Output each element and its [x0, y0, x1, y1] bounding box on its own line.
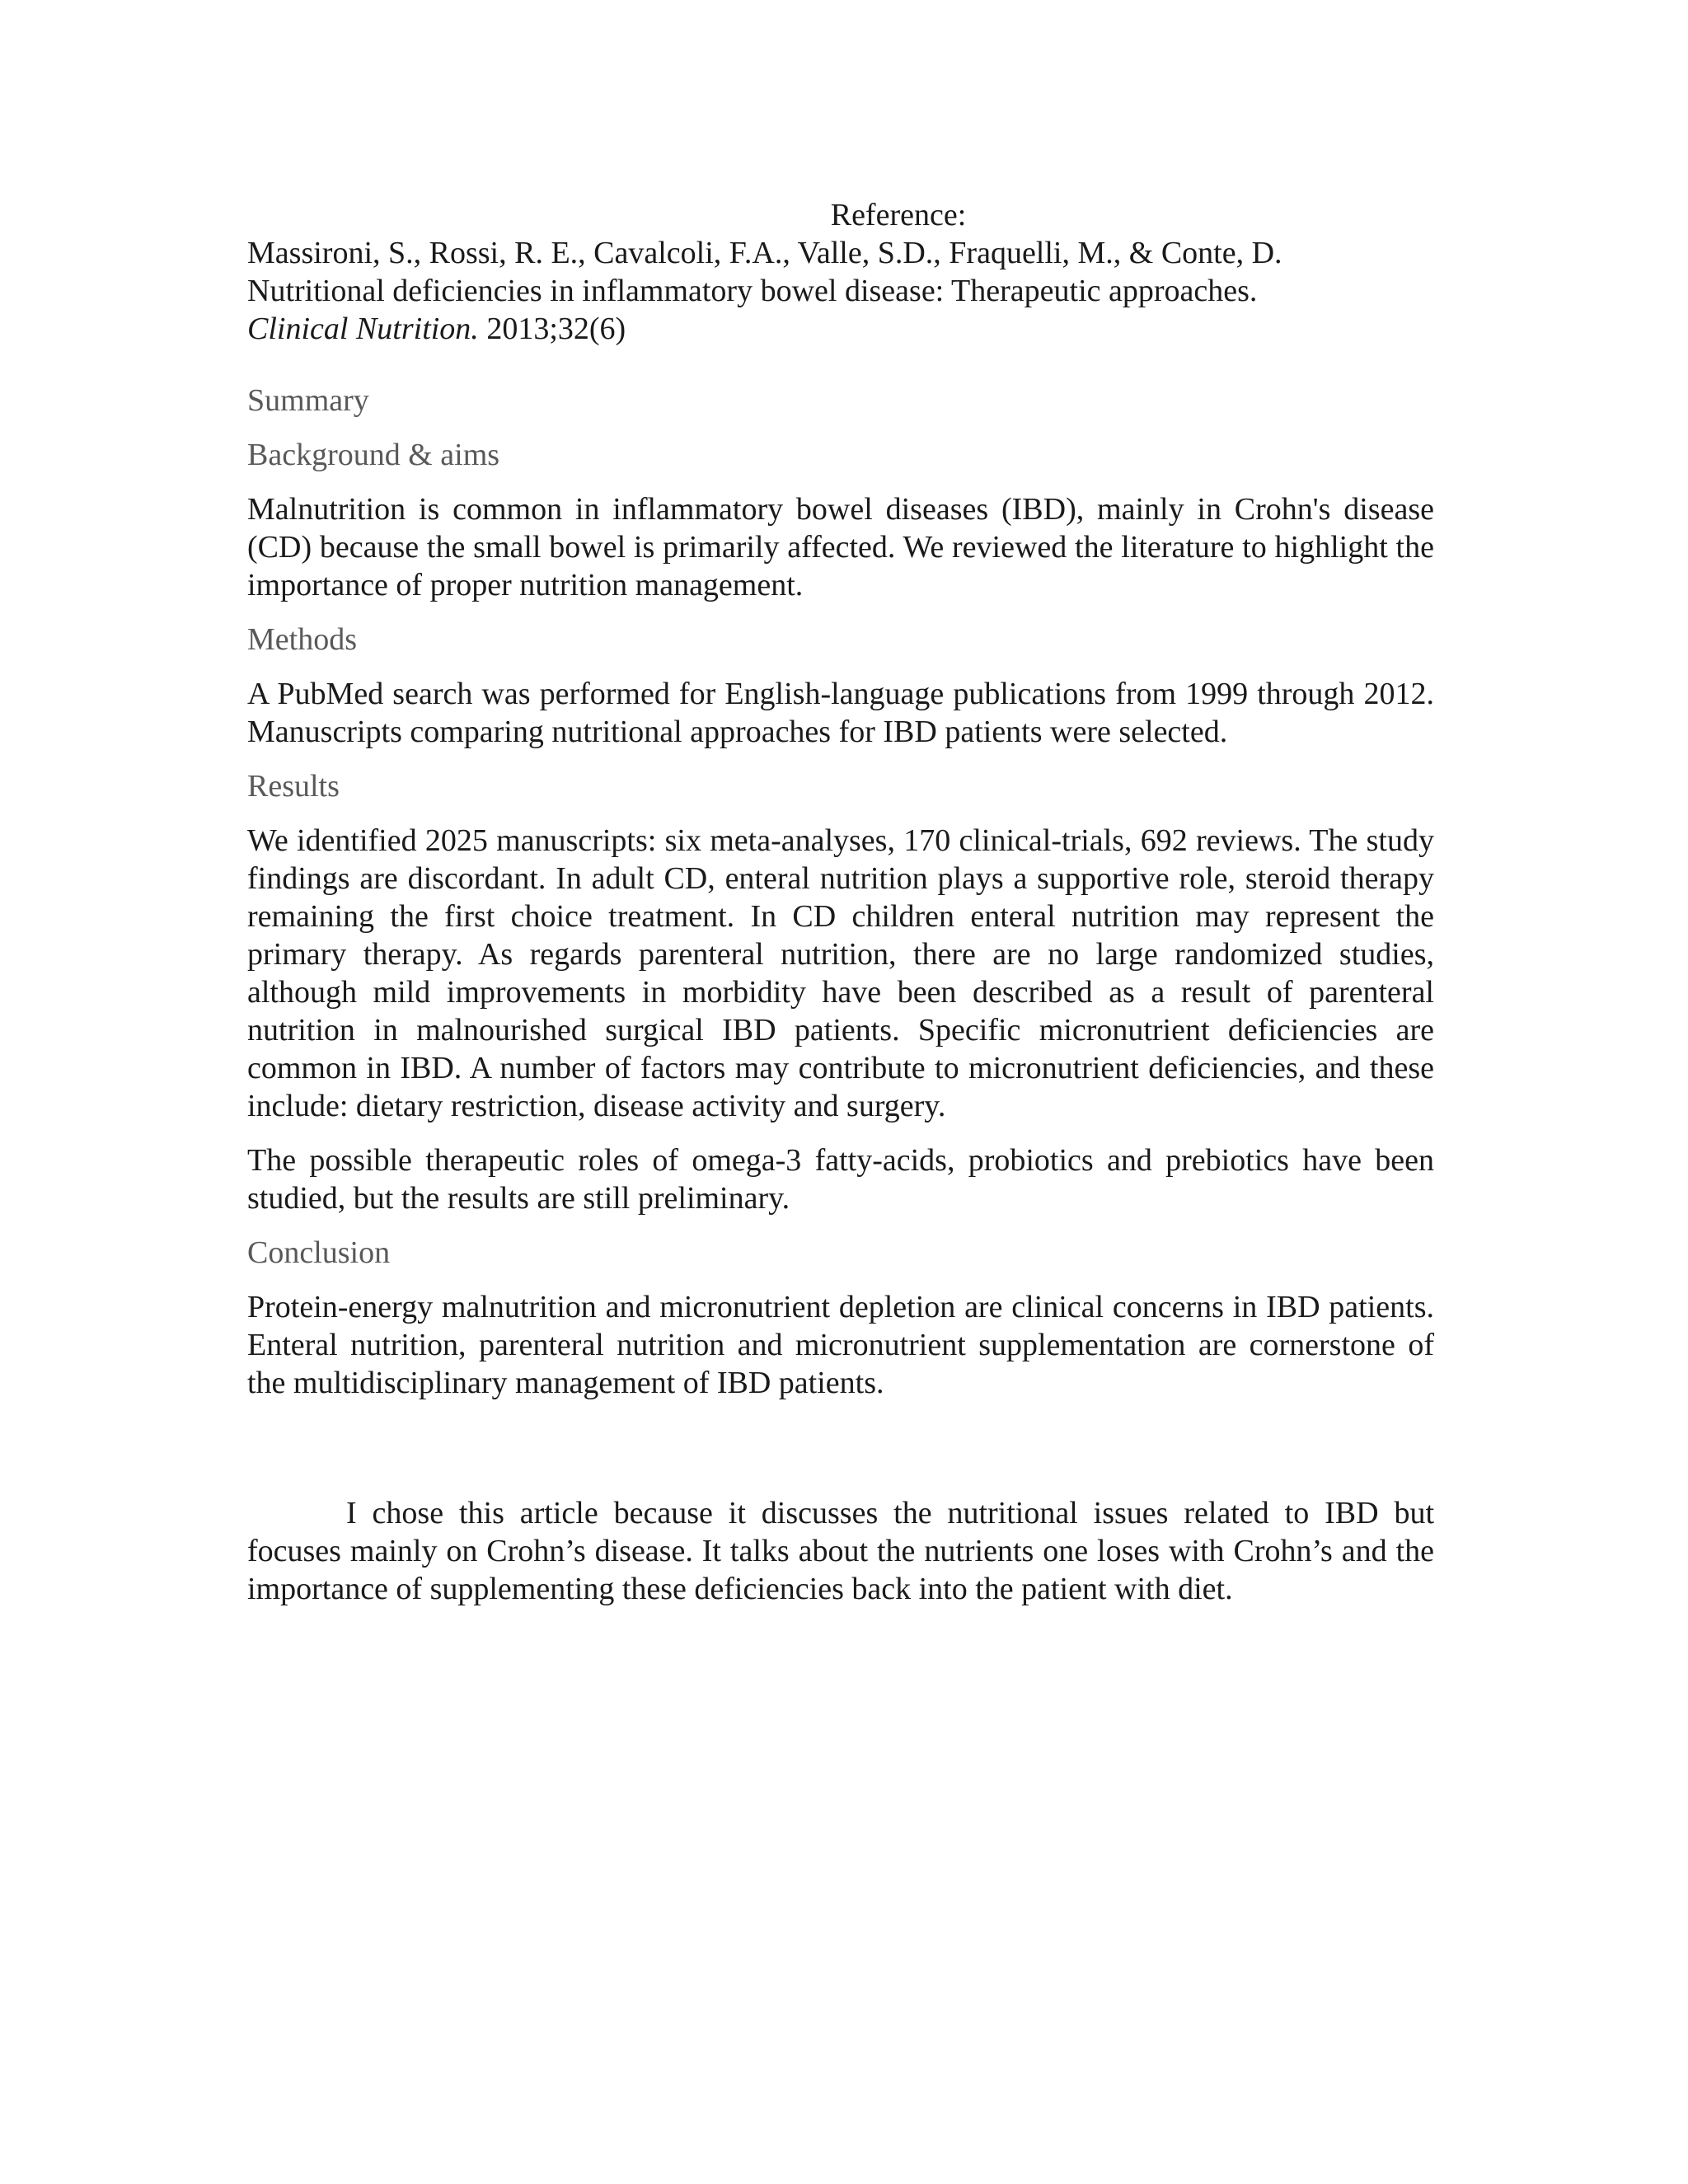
reference-journal-line: [247, 310, 1434, 348]
background-text: Malnutrition is common in inflammatory bowel diseases (IBD), mainly in Crohn's disease (CD) because the small bowel is primarily affected. We reviewed the literature to highlight the importance of proper nutrition management.: [247, 492, 1434, 602]
results-text-2: The possible therapeutic roles of omega-3 fatty-acids, probiotics and prebiotics have been studied, but the results are still preliminary.: [247, 1143, 1434, 1216]
summary-heading: Summary: [247, 383, 369, 418]
conclusion-text: Protein-energy malnutrition and micronutrient depletion are clinical concerns in IBD patients. Enteral nutrition, parenteral nutrition and micronutrient supplementation are cornerstone of the multidisciplinary management of IBD patients.: [247, 1290, 1434, 1400]
reference-heading: Reference:: [830, 198, 967, 232]
reference-title: Nutritional deficiencies in inflammatory bowel disease: Therapeutic approaches.: [247, 274, 1258, 308]
document-page: [247, 196, 1434, 1608]
results-text-1: We identified 2025 manuscripts: six meta-analyses, 170 clinical-trials, 692 reviews. The study findings are discordant. In adult CD, enteral nutrition plays a supportive role, steroid therapy remaining the first choice treatment. In CD children enteral nutrition may represent the primary therapy. As regards parenteral nutrition, there are no large randomized studies, although mild improvements in morbidity have been described as a result of parenteral nutrition in malnourished surgical IBD patients. Specific micronutrient deficiencies are common in IBD. A number of factors may contribute to micronutrient deficiencies, and these include: dietary restriction, disease activity and surgery.: [247, 823, 1434, 1123]
methods-text: A PubMed search was performed for English-language publications from 1999 through 2012. Manuscripts comparing nutritional approaches for IBD patients were selected.: [247, 677, 1434, 749]
methods-heading: Methods: [247, 622, 357, 657]
reference-journal: Clinical Nutrition.: [247, 312, 479, 346]
conclusion-heading: Conclusion: [247, 1235, 391, 1270]
reference-citation: 2013;32(6): [478, 312, 626, 346]
results-heading: Results: [247, 769, 340, 804]
reference-authors: Massironi, S., Rossi, R. E., Cavalcoli, F.A., Valle, S.D., Fraquelli, M., & Conte, D.: [247, 236, 1282, 270]
background-heading: Background & aims: [247, 438, 500, 472]
commentary-paragraph: I chose this article because it discusses the nutritional issues related to IBD but focuses mainly on Crohn’s disease. It talks about the nutrients one loses with Crohn’s and the importance of supplementing these deficiencies back into the patient with diet.: [247, 1496, 1434, 1606]
